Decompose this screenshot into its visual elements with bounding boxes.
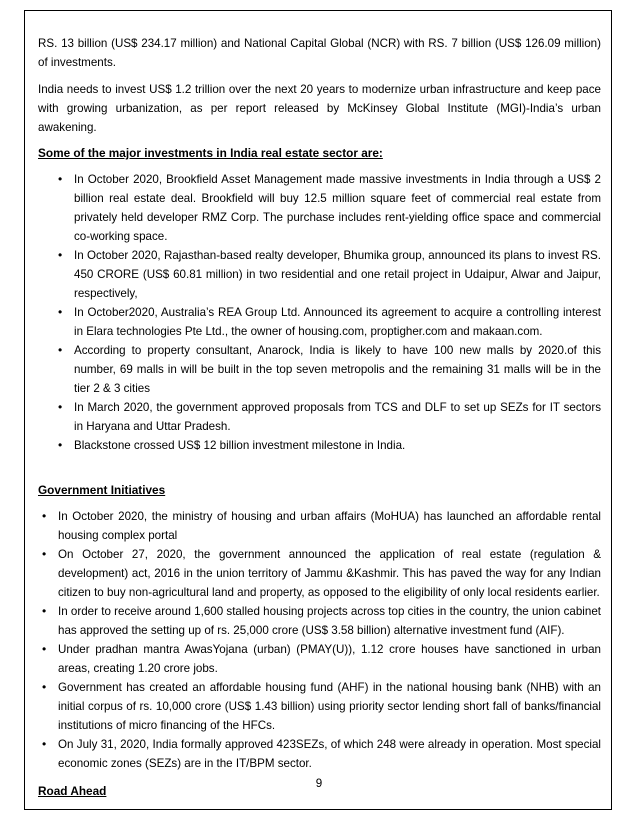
list-item: • In October 2020, the ministry of housing and urban affairs (MoHUA) has launched an affordable rental housing complex portal [38, 507, 601, 545]
list-item: • Government has created an affordable housing fund (AHF) in the national housing bank (NHB) with an initial corpus of rs. 10,000 crore (US$ 1.43 billion) using priority sector lending short fall of banks/financial institutions of micro financing of the HFCs. [38, 678, 601, 735]
intro-paragraph-1: RS. 13 billion (US$ 234.17 million) and National Capital Global (NCR) with RS. 7 billion (US$ 126.09 million) of investments. [38, 37, 601, 69]
list-item: • Blackstone crossed US$ 12 billion investment milestone in India. [54, 436, 601, 455]
list-item: • In order to receive around 1,600 stalled housing projects across top cities in the country, the union cabinet has approved the setting up of rs. 25,000 crore (US$ 3.58 billion) alternative investment fund (AIF). [38, 602, 601, 640]
section-heading-road-ahead: Road Ahead [38, 784, 107, 798]
list-item: • In March 2020, the government approved proposals from TCS and DLF to set up SEZs for IT sectors in Haryana and Uttar Pradesh. [54, 398, 601, 436]
list-item: • Under pradhan mantra AwasYojana (urban) (PMAY(U)), 1.12 crore houses have sanctioned in urban areas, creating 1.20 crore jobs. [38, 640, 601, 678]
list-item: • According to property consultant, Anarock, India is likely to have 100 new malls by 2020.of this number, 69 malls in will be built in the top seven metropolis and the remaining 31 malls will be in the tier 2 & 3 cities [54, 341, 601, 398]
section-heading-investments: Some of the major investments in India real estate sector are: [38, 146, 383, 160]
document-body [38, 34, 601, 801]
list-item: • In October 2020, Rajasthan-based realty developer, Bhumika group, announced its plans to invest RS. 450 CRORE (US$ 60.81 million) in two residential and one retail project in Udaipur, Alwar and Jaipur, respectively, [54, 246, 601, 303]
list-item: • On October 27, 2020, the government announced the application of real estate (regulation & development) act, 2016 in the union territory of Jammu &Kashmir. This has paved the way for any Indian citizen to buy non-agricultural land and property, as opposed to the eligibility of only local residents earlier. [38, 545, 601, 602]
section-heading-government-initiatives: Government Initiatives [38, 483, 166, 497]
list-item: • In October2020, Australia’s REA Group Ltd. Announced its agreement to acquire a controlling interest in Elara technologies Pte Ltd., the owner of housing.com, proptigher.com and makaan.com. [54, 303, 601, 341]
list-item: • On July 31, 2020, India formally approved 423SEZs, of which 248 were already in operation. Most special economic zones (SEZs) are in the IT/BPM sector. [38, 735, 601, 773]
investments-list [54, 170, 601, 455]
government-initiatives-list [38, 507, 601, 773]
list-item: • In October 2020, Brookfield Asset Management made massive investments in India through a US$ 2 billion real estate deal. Brookfield will buy 12.5 million square feet of commercial real estate from privately held developer RMZ Corp. The purchase includes rent-yielding office space and commercial co-working space. [54, 170, 601, 246]
intro-paragraph-2: India needs to invest US$ 1.2 trillion over the next 20 years to modernize urban infrastructure and keep pace with growing urbanization, as per report released by McKinsey Global Institute (MGI)-India’s urban awakening. [38, 83, 601, 134]
page-number: 9 [315, 777, 323, 790]
